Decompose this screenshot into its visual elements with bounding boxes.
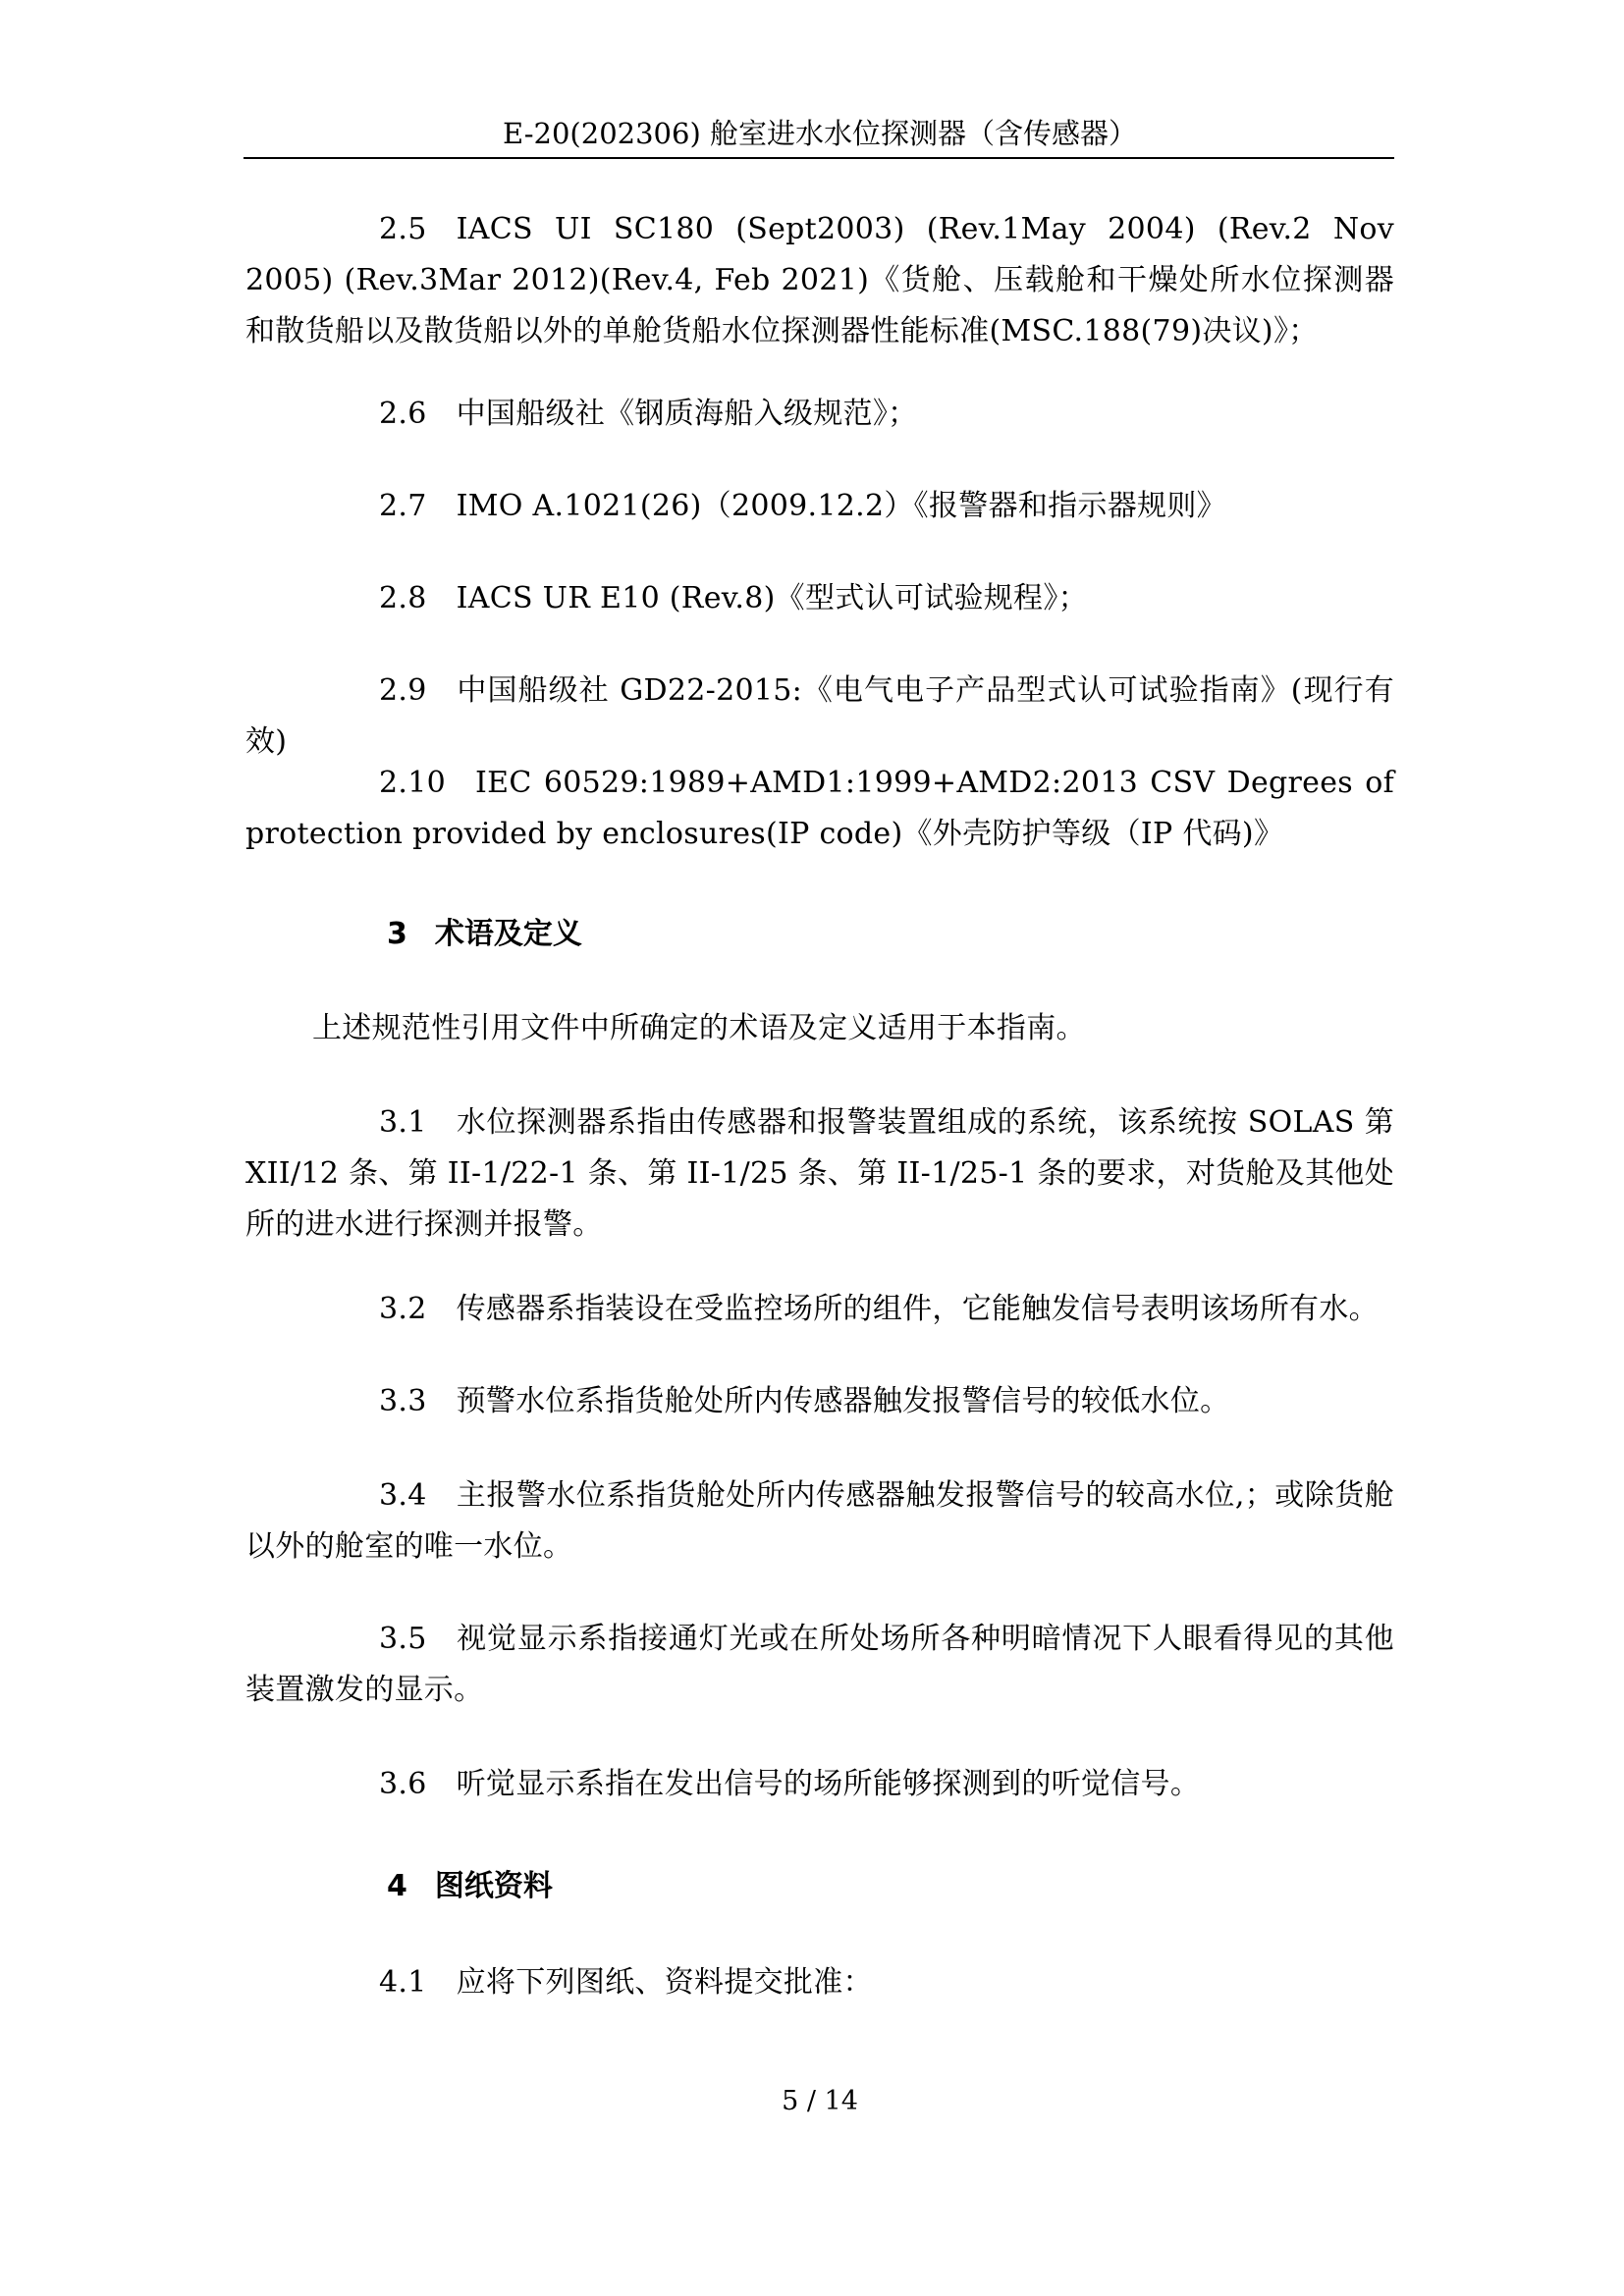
reference-item-2-7 bbox=[245, 481, 1394, 532]
item-text: 传感器系指装设在受监控场所的组件，它能触发信号表明该场所有水。 bbox=[456, 1292, 1379, 1326]
intro-text: 上述规范性引用文件中所确定的术语及定义适用于本指南。 bbox=[312, 1011, 1086, 1045]
definition-item-3-5 bbox=[245, 1614, 1394, 1716]
definition-item-3-2 bbox=[245, 1284, 1394, 1335]
definition-item-3-3 bbox=[245, 1376, 1394, 1427]
item-number: 3.4 bbox=[379, 1478, 427, 1513]
item-text: 视觉显示系指接通灯光或在所处场所各种明暗情况下人眼看得见的其他装置激发的显示。 bbox=[245, 1622, 1394, 1707]
reference-item-2-10 bbox=[245, 758, 1394, 860]
reference-item-2-5 bbox=[245, 204, 1394, 357]
reference-item-2-6 bbox=[245, 389, 1394, 440]
item-number: 2.8 bbox=[379, 581, 427, 615]
item-text: IACS UI SC180 (Sept2003) (Rev.1May 2004) (Rev.2 Nov 2005) (Rev.3Mar 2012)(Rev.4, Feb 2021)《货舱、压载舱和干燥处所水位探测器和散货船以及散货船以外的单舱货船水位探测器性能标准(MSC.188(79)决议)》； bbox=[245, 212, 1394, 348]
item-text: 水位探测器系指由传感器和报警装置组成的系统，该系统按 SOLAS 第 XII/12 条、第 II-1/22-1 条、第 II-1/25 条、第 II-1/25-1 条的要求，对货舱及其他处所的进水进行探测并报警。 bbox=[245, 1105, 1394, 1242]
item-text: IEC 60529:1989+AMD1:1999+AMD2:2013 CSV Degrees of protection provided by enclosures(IP code)《外壳防护等级（IP 代码)》 bbox=[245, 766, 1394, 851]
page-number: 5 / 14 bbox=[782, 2086, 858, 2116]
section-title: 术语及定义 bbox=[434, 917, 582, 951]
item-text: 听觉显示系指在发出信号的场所能够探测到的听觉信号。 bbox=[456, 1767, 1201, 1801]
drawing-item-4-1 bbox=[245, 1957, 1394, 2008]
section-number: 3 bbox=[387, 917, 407, 951]
section-4-heading bbox=[245, 1861, 1394, 1912]
reference-item-2-8 bbox=[245, 573, 1394, 624]
item-text: 应将下列图纸、资料提交批准： bbox=[456, 1965, 873, 2000]
definition-item-3-1 bbox=[245, 1097, 1394, 1251]
item-number: 2.6 bbox=[379, 397, 427, 431]
definition-item-3-6 bbox=[245, 1759, 1394, 1810]
section-3-intro bbox=[245, 1003, 1394, 1054]
section-title: 图纸资料 bbox=[434, 1869, 553, 1903]
page-header-title: E-20(202306) 舱室进水水位探测器（含传感器） bbox=[503, 117, 1137, 150]
header-divider bbox=[244, 157, 1394, 159]
item-text: 预警水位系指货舱处所内传感器触发报警信号的较低水位。 bbox=[456, 1384, 1230, 1418]
item-number: 2.5 bbox=[379, 212, 427, 246]
item-text: 中国船级社 GD22-2015:《电气电子产品型式认可试验指南》(现行有效) bbox=[245, 673, 1394, 759]
section-number: 4 bbox=[387, 1869, 407, 1903]
item-number: 3.3 bbox=[379, 1384, 427, 1418]
item-text: IACS UR E10 (Rev.8)《型式认可试验规程》； bbox=[456, 581, 1088, 615]
definition-item-3-4 bbox=[245, 1470, 1394, 1573]
section-3-heading bbox=[245, 909, 1394, 960]
item-number: 2.9 bbox=[379, 673, 427, 708]
item-text: IMO A.1021(26)（2009.12.2）《报警器和指示器规则》 bbox=[456, 489, 1226, 523]
item-number: 4.1 bbox=[379, 1965, 427, 2000]
item-number: 2.7 bbox=[379, 489, 427, 523]
item-number: 2.10 bbox=[379, 766, 446, 800]
reference-item-2-9 bbox=[245, 666, 1394, 768]
item-number: 3.2 bbox=[379, 1292, 427, 1326]
item-number: 3.5 bbox=[379, 1622, 427, 1656]
item-number: 3.1 bbox=[379, 1105, 427, 1140]
item-text: 主报警水位系指货舱处所内传感器触发报警信号的较高水位,；或除货舱以外的舱室的唯一水位。 bbox=[245, 1478, 1394, 1564]
item-text: 中国船级社《钢质海船入级规范》； bbox=[456, 397, 918, 431]
item-number: 3.6 bbox=[379, 1767, 427, 1801]
